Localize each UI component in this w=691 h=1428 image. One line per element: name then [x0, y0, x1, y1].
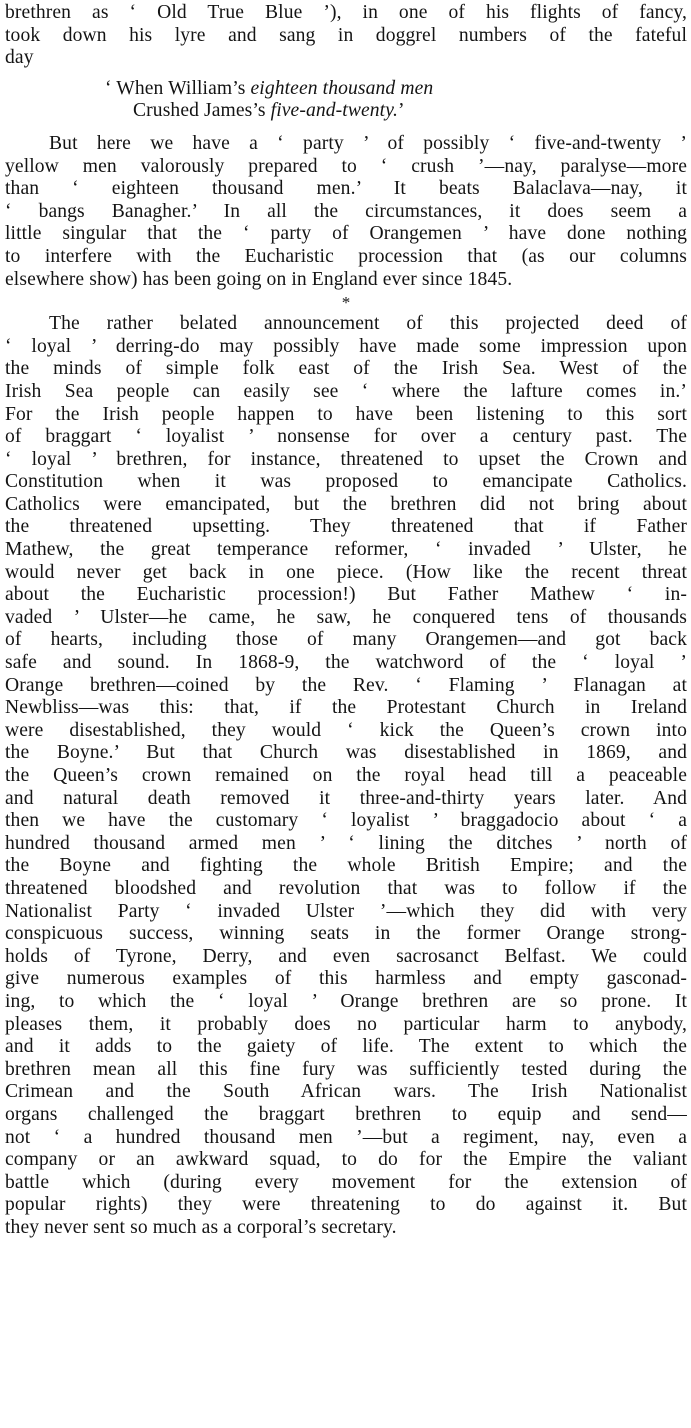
text-line: Catholics were emancipated, but the brethren did not bring about — [5, 493, 687, 515]
text-line: brethren mean all this fine fury was sufficiently tested during the — [5, 1058, 687, 1080]
text-line: took down his lyre and sang in doggrel numbers of the fateful — [5, 24, 687, 46]
text-line: company or an awkward squad, to do for the Empire the valiant — [5, 1149, 687, 1171]
text-line: and it adds to the gaiety of life. The extent to which the — [5, 1036, 687, 1058]
text-line: Nationalist Party ‘ invaded Ulster ’—which they did with very — [5, 900, 687, 922]
text-line: then we have the customary ‘ loyalist ’ braggadocio about ‘ a — [5, 810, 687, 832]
text-line: of braggart ‘ loyalist ’ nonsense for over a century past. The — [5, 426, 687, 448]
text-line: Newbliss—was this: that, if the Protestant Church in Ireland — [5, 697, 687, 719]
text-line: and natural death removed it three-and-thirty years later. And — [5, 787, 687, 809]
text-line: to interfere with the Eucharistic procession that (as our columns — [5, 245, 687, 267]
text-line: threatened bloodshed and revolution that was to follow if the — [5, 877, 687, 899]
text-line: about the Eucharistic procession!) But Father Mathew ‘ in- — [5, 584, 687, 606]
text-line: Mathew, the great temperance reformer, ‘ invaded ’ Ulster, he — [5, 539, 687, 561]
verse-quotation — [5, 78, 687, 123]
text-line: safe and sound. In 1868-9, the watchword of the ‘ loyal ’ — [5, 652, 687, 674]
text-line: ‘ loyal ’ brethren, for instance, threatened to upset the Crown and — [5, 448, 687, 470]
text-line: were disestablished, they would ‘ kick the Queen’s crown into — [5, 719, 687, 741]
text-line: organs challenged the braggart brethren to equip and send— — [5, 1103, 687, 1125]
text-line: The rather belated announcement of this projected deed of — [49, 313, 687, 335]
text-line: Orange brethren—coined by the Rev. ‘ Flaming ’ Flanagan at — [5, 674, 687, 696]
text-line: elsewhere show) has been going on in England ever since 1845. — [5, 268, 513, 290]
text-line: hundred thousand armed men ’ ‘ lining the ditches ’ north of — [5, 832, 687, 854]
paragraph-party-of-orangemen — [5, 133, 687, 291]
text-line: Constitution when it was proposed to emancipate Catholics. — [5, 471, 687, 493]
paragraph-loyal-brethren — [5, 313, 687, 1239]
text-line: But here we have a ‘ party ’ of possibly ‘ five-and-twenty ’ — [49, 132, 687, 154]
paragraph-old-true-blue — [5, 2, 687, 70]
text-line: vaded ’ Ulster—he came, he saw, he conquered tens of thousands — [5, 606, 687, 628]
text-line: would never get back in one piece. (How like the recent threat — [5, 561, 687, 583]
text-line: the threatened upsetting. They threatened that if Father — [5, 516, 687, 538]
text-line: holds of Tyrone, Derry, and even sacrosanct Belfast. We could — [5, 945, 687, 967]
text-line: the Queen’s crown remained on the royal head till a peaceable — [5, 765, 687, 786]
text-line: the Boyne and fighting the whole British Empire; and the — [5, 855, 687, 877]
verse-line-2: Crushed James’s five-and-twenty.’ — [133, 100, 405, 122]
text-line: day — [5, 47, 34, 69]
text-line: conspicuous success, winning seats in the former Orange strong- — [5, 923, 687, 945]
text-line: of hearts, including those of many Orangemen—and got back — [5, 629, 687, 651]
text-line: ing, to which the ‘ loyal ’ Orange brethren are so prone. It — [5, 990, 687, 1012]
text-line: For the Irish people happen to have been listening to this sort — [5, 403, 687, 425]
text-line: the Boyne.’ But that Church was disestablished in 1869, and — [5, 742, 687, 764]
text-line: Crimean and the South African wars. The Irish Nationalist — [5, 1081, 687, 1103]
text-line: give numerous examples of this harmless and empty gasconad- — [5, 968, 687, 990]
verse-line-1: ‘ When William’s eighteen thousand men — [105, 77, 434, 99]
text-line: than ‘ eighteen thousand men.’ It beats Balaclava—nay, it — [5, 178, 687, 200]
text-line: yellow men valorously prepared to ‘ crush ’—nay, paralyse—more — [5, 155, 687, 177]
text-line: not ‘ a hundred thousand men ’—but a regiment, nay, even a — [5, 1126, 687, 1148]
text-line: ‘ loyal ’ derring-do may possibly have made some impression upon — [5, 335, 687, 357]
text-line: little singular that the ‘ party of Orangemen ’ have done nothing — [5, 223, 687, 245]
text-line: Irish Sea people can easily see ‘ where the lafture comes in.’ — [5, 380, 687, 402]
text-line: ‘ bangs Banagher.’ In all the circumstances, it does seem a — [5, 200, 687, 222]
section-separator: * — [341, 293, 351, 313]
text-line: brethren as ‘ Old True Blue ’), in one of his flights of fancy, — [5, 2, 687, 23]
text-line: pleases them, it probably does no particular harm to anybody, — [5, 1013, 687, 1035]
text-line: popular rights) they were threatening to do against it. But — [5, 1194, 687, 1216]
text-line: the minds of simple folk east of the Irish Sea. West of the — [5, 358, 687, 380]
text-line: battle which (during every movement for the extension of — [5, 1171, 687, 1193]
text-line: they never sent so much as a corporal’s secretary. — [5, 1216, 397, 1238]
